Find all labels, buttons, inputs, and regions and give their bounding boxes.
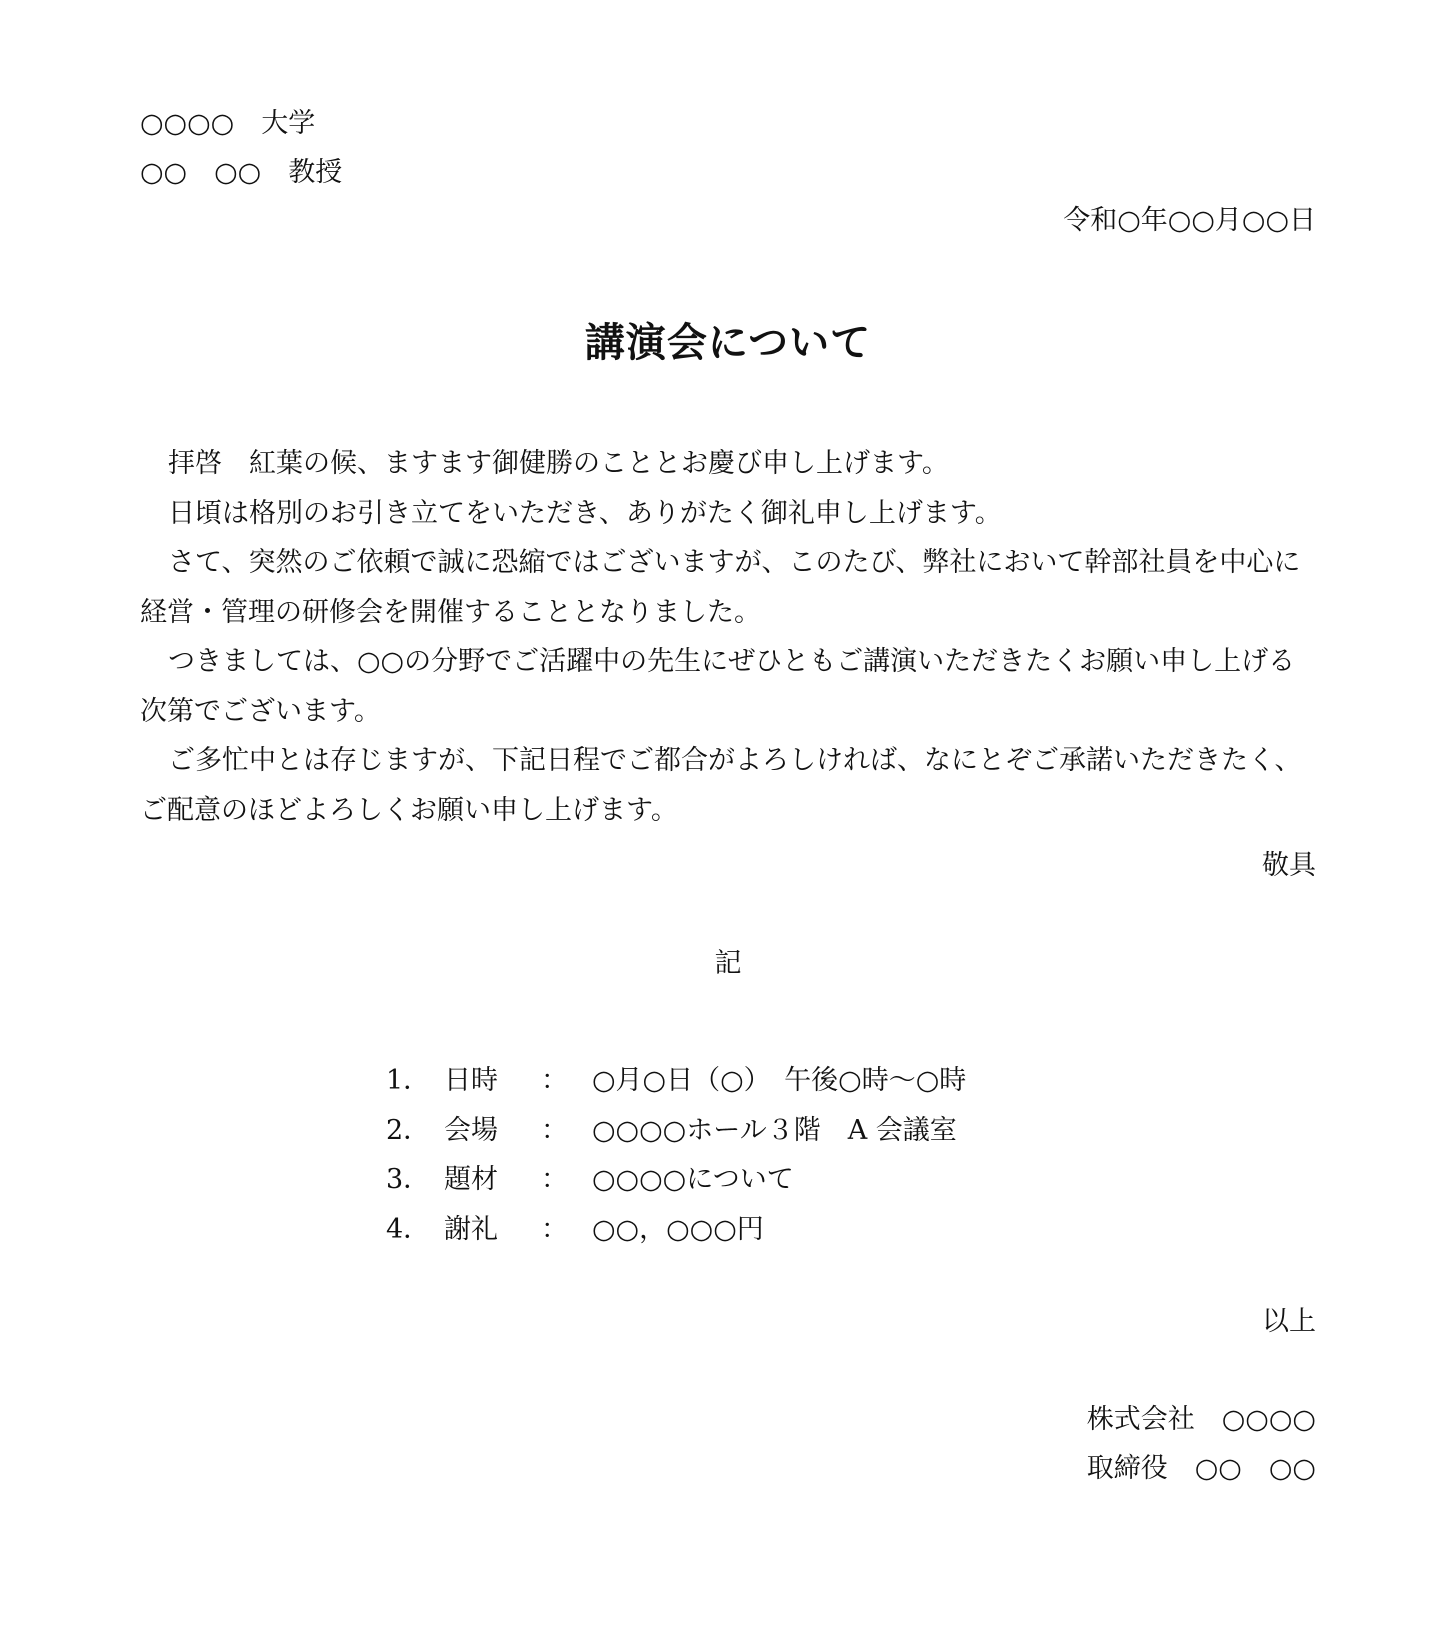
- detail-colon: ：: [541, 1065, 568, 1096]
- sender-person: 取締役 ○○ ○○: [1086, 1453, 1316, 1484]
- detail-label: 日時: [444, 1065, 498, 1096]
- detail-number: 2．: [386, 1114, 431, 1146]
- detail-colon: ：: [541, 1114, 568, 1146]
- record-heading: 記: [714, 948, 742, 979]
- detail-number: 1．: [386, 1065, 431, 1096]
- end-mark: 以上: [1262, 1306, 1316, 1337]
- detail-colon: ：: [541, 1213, 568, 1245]
- detail-value: ○○○○について: [592, 1164, 794, 1195]
- closing-word: 敬具: [1262, 850, 1316, 881]
- details-list: [386, 1056, 1086, 1254]
- letter-body: [140, 439, 1320, 835]
- detail-value: ○月○日（○） 午後○時～○時: [592, 1065, 967, 1096]
- detail-label: 謝礼: [444, 1213, 498, 1245]
- detail-row-venue: [386, 1106, 1086, 1156]
- detail-colon: ：: [541, 1164, 568, 1195]
- body-paragraph: 拝啓 紅葉の候、ますます御健勝のこととお慶び申し上げます。: [168, 448, 949, 479]
- recipient-person: ○○ ○○ 教授: [140, 157, 343, 188]
- detail-row-topic: [386, 1155, 1086, 1205]
- sender-company: 株式会社 ○○○○: [1086, 1404, 1316, 1435]
- detail-label: 会場: [444, 1114, 498, 1146]
- body-paragraph: ご多忙中とは存じますが、下記日程でご都合がよろしければ、なにとぞご承諾いただきたく、ご配意のほどよろしくお願い申し上げます。: [140, 745, 1302, 826]
- detail-row-date: [386, 1056, 1086, 1106]
- detail-value: ○○，○○○円: [592, 1213, 764, 1245]
- recipient-organization: ○○○○ 大学: [140, 108, 316, 139]
- letter-date: 令和○年○○月○○日: [1063, 205, 1316, 236]
- body-paragraph: さて、突然のご依頼で誠に恐縮ではございますが、このたび、弊社において幹部社員を中心に経営・管理の研修会を開催することとなりました。: [140, 547, 1301, 628]
- body-paragraph: 日頃は格別のお引き立てをいただき、ありがたく御礼申し上げます。: [168, 497, 1002, 529]
- detail-number: 3．: [386, 1164, 431, 1195]
- detail-number: 4．: [386, 1213, 431, 1245]
- detail-value: ○○○○ホール３階 A 会議室: [592, 1114, 957, 1146]
- detail-row-fee: [386, 1205, 1086, 1255]
- body-paragraph: つきましては、○○の分野でご活躍中の先生にぜひともご講演いただきたくお願い申し上げる次第でございます。: [140, 646, 1296, 727]
- letter-title: 講演会について: [584, 319, 872, 366]
- detail-label: 題材: [444, 1164, 498, 1195]
